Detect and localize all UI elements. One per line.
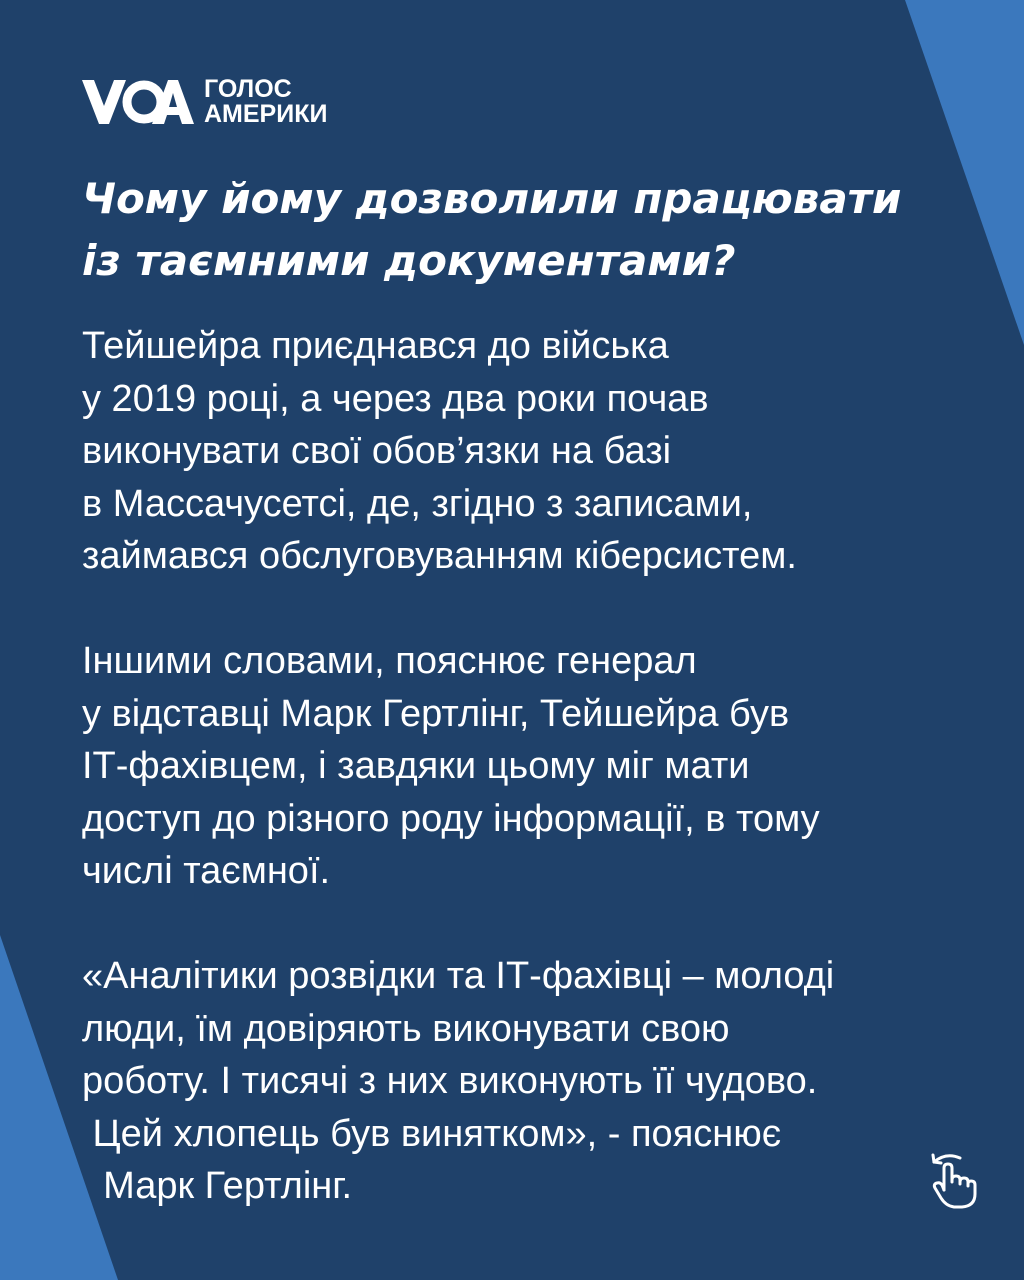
paragraph-line: в Массачусетсі, де, згідно з записами, [82, 482, 753, 525]
brand-name [204, 77, 327, 127]
paragraph-line: Марк Гертлінг. [82, 1165, 353, 1207]
paragraph-line: роботу. І тисячі з них виконують її чудово. [82, 1060, 818, 1102]
paragraph-line: Цей хлопець був винятком», - пояснює [82, 1112, 782, 1155]
paragraph-line: люди, їм довіряють виконувати свою [82, 1007, 730, 1050]
paragraph-line: числі таємної. [82, 850, 331, 892]
paragraph-1 [82, 320, 982, 583]
headline-line1: Чому йому дозволили працювати [82, 174, 902, 223]
headline-line2: із таємними документами? [82, 236, 736, 285]
paragraph-line: Тейшейра приєднався до війська [82, 325, 669, 367]
paragraph-line: доступ до різного роду інформації, в тому [82, 797, 820, 840]
brand-name-line2: АМЕРИКИ [204, 100, 328, 128]
paragraph-line: ІТ-фахівцем, і завдяки цьому міг мати [82, 745, 750, 787]
voa-logo [82, 76, 327, 128]
swipe-hand-icon[interactable] [926, 1150, 982, 1210]
paragraph-line: займався обслуговуванням кіберсистем. [82, 535, 797, 577]
paragraph-line: у відставці Марк Гертлінг, Тейшейра був [82, 692, 790, 735]
voa-logo-icon [82, 76, 194, 128]
paragraph-2 [82, 635, 982, 898]
paragraph-line: виконувати свої обов’язки на базі [82, 430, 672, 472]
paragraph-line: у 2019 році, а через два роки почав [82, 377, 709, 420]
paragraph-3-quote [82, 950, 982, 1213]
brand-name-line1: ГОЛОС [204, 75, 292, 103]
paragraph-line: «Аналітики розвідки та ІТ-фахівці – молоді [82, 955, 835, 997]
article-body [82, 320, 982, 1265]
headline [82, 168, 942, 292]
paragraph-line: Іншими словами, пояснює генерал [82, 640, 697, 682]
